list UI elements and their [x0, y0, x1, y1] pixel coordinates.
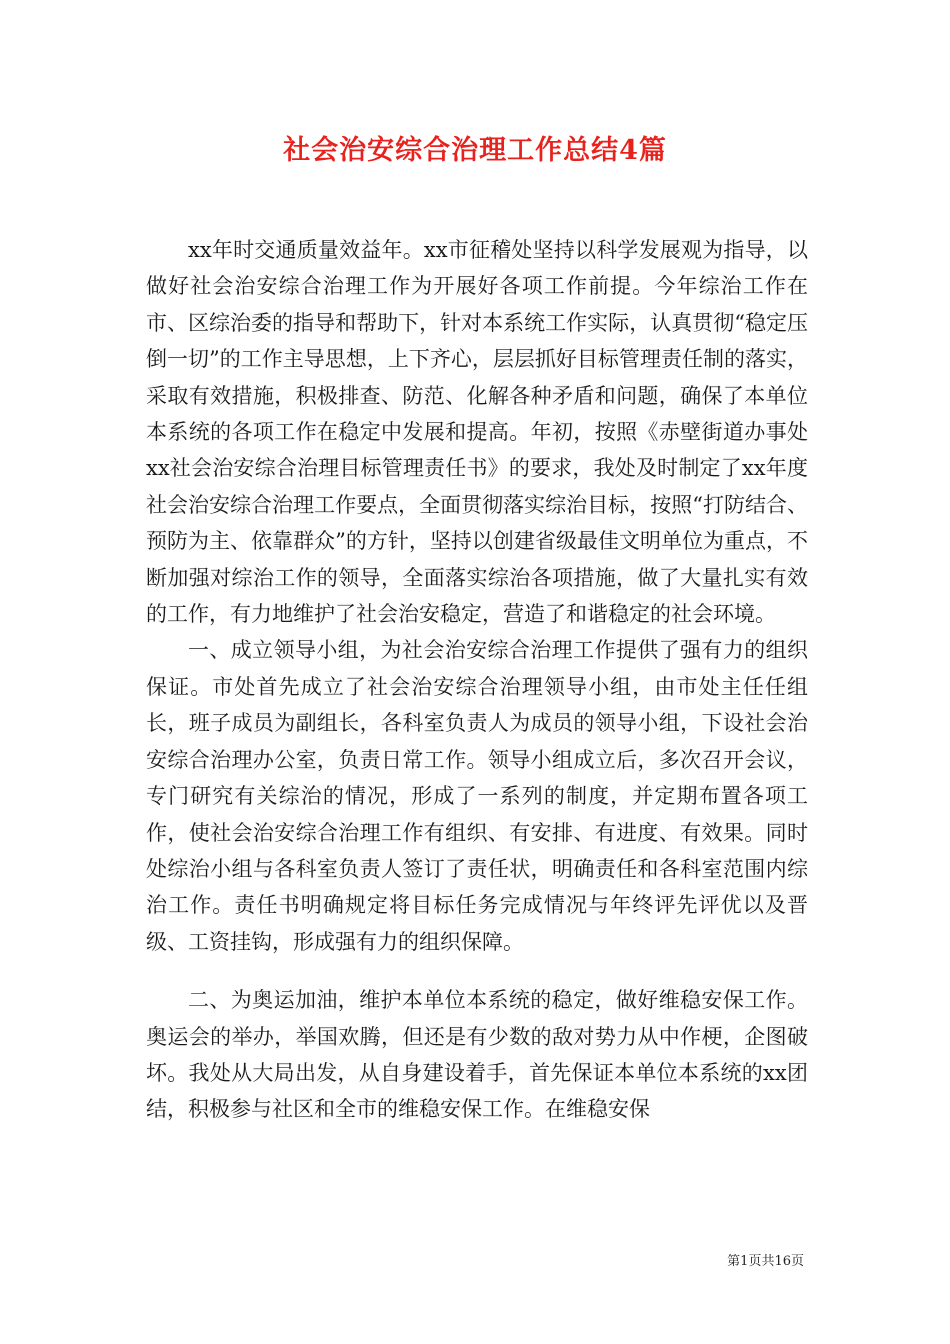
page-number: 第1页共16页	[727, 1254, 804, 1269]
paragraph-intro: xx年时交通质量效益年。xx市征稽处坚持以科学发展观为指导，以做好社会治安综合治理工作为开展好各项工作前提。今年综治工作在市、区综治委的指导和帮助下，针对本系统工作实际，认真贯彻“稳定压倒一切”的工作主导思想，上下齐心，层层抓好目标管理责任制的落实，采取有效措施，积极排查、防范、化解各种矛盾和问题，确保了本单位本系统的各项工作在稳定中发展和提高。年初，按照《赤壁街道办事处xx社会治安综合治理目标管理责任书》的要求，我处及时制定了xx年度社会治安综合治理工作要点，全面贯彻落实综治目标，按照“打防结合、预防为主、依靠群众”的方针，坚持以创建省级最佳文明单位为重点，不断加强对综治工作的领导，全面落实综治各项措施，做了大量扎实有效的工作，有力地维护了社会治安稳定，营造了和谐稳定的社会环境。	[146, 238, 808, 627]
paragraph-section-2: 二、为奥运加油，维护本单位本系统的稳定，做好维稳安保工作。奥运会的举办，举国欢腾，但还是有少数的敌对势力从中作梗，企图破坏。我处从大局出发，从自身建设着手，首先保证本单位本系统的xx团结，积极参与社区和全市的维稳安保工作。在维稳安保	[146, 988, 808, 1122]
paragraph-section-1: 一、成立领导小组，为社会治安综合治理工作提供了强有力的组织保证。市处首先成立了社会治安综合治理领导小组，由市处主任任组长，班子成员为副组长，各科室负责人为成员的领导小组，下设社会治安综合治理办公室，负责日常工作。领导小组成立后，多次召开会议，专门研究有关综治的情况，形成了一系列的制度，并定期布置各项工作，使社会治安综合治理工作有组织、有安排、有进度、有效果。同时处综治小组与各科室负责人签订了责任状，明确责任和各科室范围内综治工作。责任书明确规定将目标任务完成情况与年终评先评优以及晋级、工资挂钩，形成强有力的组织保障。	[146, 638, 808, 954]
document-body	[146, 232, 808, 1128]
document-title: 社会治安综合治理工作总结4篇	[283, 135, 667, 166]
